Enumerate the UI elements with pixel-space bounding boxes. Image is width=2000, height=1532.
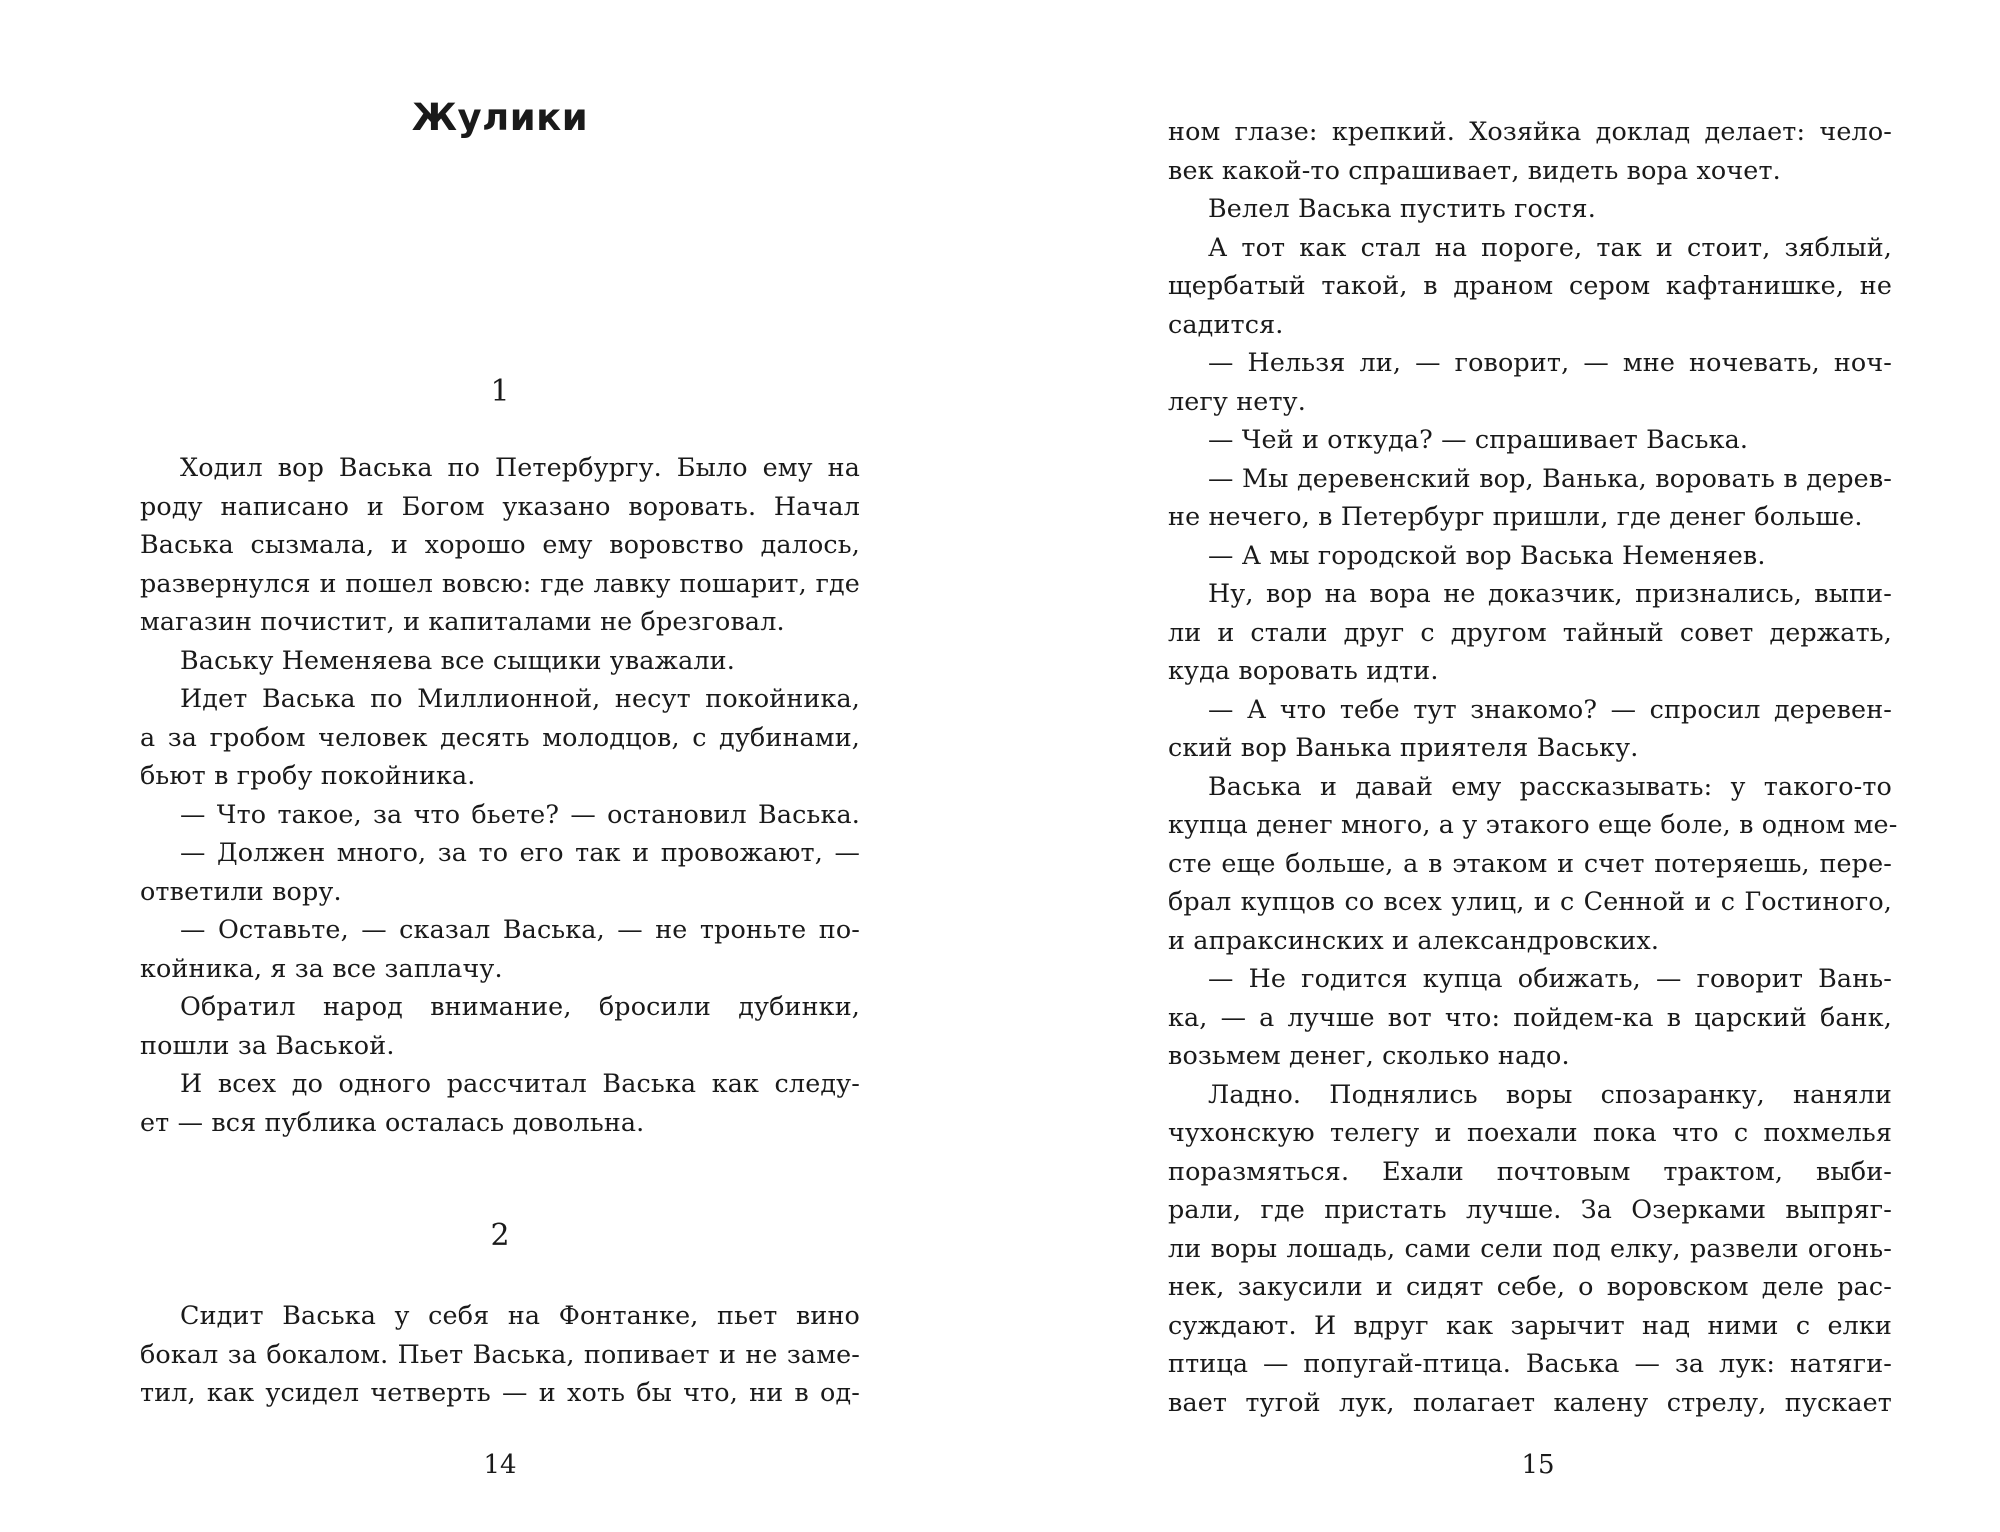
text-line: ли воры лошадь, сами сели под елку, развели огонь-	[1168, 1232, 1892, 1263]
text-line: ном глазе: крепкий. Хозяйка доклад делает: чело-	[1168, 116, 1892, 146]
section-1-text	[140, 448, 860, 1141]
text-line: Ладно. Поднялись воры спозаранку, наняли	[1208, 1078, 1892, 1109]
text-line: ка, — а лучше вот что: пойдем-ка в царский банк,	[1168, 1001, 1892, 1032]
text-line: — Должен много, за то его так и провожают, —	[180, 837, 860, 867]
text-line: пошли за Васькой.	[140, 1029, 395, 1060]
section-number-2: 2	[490, 1218, 510, 1253]
text-line: И всех до одного рассчитал Васька как следу-	[180, 1068, 860, 1098]
text-line: вает тугой лук, полагает калену стрелу, пускает	[1168, 1386, 1892, 1417]
text-line: суждают. И вдруг как зарычит над ними с елки	[1168, 1309, 1892, 1340]
text-line: Ходил вор Васька по Петербургу. Было ему на	[180, 452, 860, 482]
text-line: — Нельзя ли, — говорит, — мне ночевать, ноч-	[1208, 347, 1892, 377]
text-line: ли и стали друг с другом тайный совет держать,	[1168, 616, 1892, 647]
text-line: развернулся и пошел вовсю: где лавку пошарит, где	[140, 567, 860, 598]
text-line: сте еще больше, а в этаком и счет потеряешь, пере-	[1168, 847, 1892, 878]
left-page	[140, 0, 860, 1532]
text-line: — А что тебе тут знакомо? — спросил деревен-	[1208, 693, 1892, 724]
page-number-right: 15	[1521, 1450, 1555, 1480]
text-line: Идет Васька по Миллионной, несут покойника,	[180, 683, 860, 713]
text-line: ответили вору.	[140, 875, 342, 906]
section-number-1: 1	[490, 374, 510, 409]
text-line: — Мы деревенский вор, Ванька, воровать в дерев-	[1208, 462, 1892, 493]
text-line: ский вор Ванька приятеля Ваську.	[1168, 732, 1639, 762]
text-line: птица — попугай-птица. Васька — за лук: натяги-	[1168, 1348, 1892, 1378]
text-line: Ваську Неменяева все сыщики уважали.	[180, 644, 735, 675]
text-line: куда воровать идти.	[1168, 655, 1439, 685]
text-line: — Не годится купца обижать, — говорит Вань-	[1208, 963, 1892, 993]
text-line: чухонскую телегу и поехали пока что с похмелья	[1168, 1117, 1892, 1147]
text-line: — Чей и откуда? — спрашивает Васька.	[1208, 424, 1749, 454]
text-line: рали, где пристать лучше. За Озерками выпряг-	[1168, 1194, 1892, 1224]
text-line: Сидит Васька у себя на Фонтанке, пьет вино	[180, 1300, 860, 1330]
text-line: — Что такое, за что бьете? — остановил Васька.	[180, 798, 860, 829]
right-page	[1168, 0, 1898, 1532]
text-line: Васька сызмала, и хорошо ему воровство далось,	[140, 529, 860, 559]
text-line: легу нету.	[1168, 385, 1306, 416]
text-line: возьмем денег, сколько надо.	[1168, 1040, 1570, 1070]
text-line: садится.	[1168, 308, 1284, 339]
text-line: роду написано и Богом указано воровать. Начал	[140, 490, 860, 521]
text-line: — Оставьте, — сказал Васька, — не троньте по-	[180, 914, 860, 944]
section-2-text	[140, 1296, 860, 1412]
text-line: Велел Васька пустить гостя.	[1208, 193, 1596, 223]
text-line: и апраксинских и александровских.	[1168, 924, 1660, 955]
text-line: — А мы городской вор Васька Неменяев.	[1208, 539, 1766, 570]
text-line: Ну, вор на вора не доказчик, признались, выпи-	[1208, 578, 1892, 608]
text-line: А тот как стал на пороге, так и стоит, зяблый,	[1208, 231, 1892, 262]
page-number-left: 14	[483, 1450, 517, 1480]
text-line: магазин почистит, и капиталами не брезговал.	[140, 606, 785, 636]
text-line: бьют в гробу покойника.	[140, 760, 476, 790]
text-line: койника, я за все заплачу.	[140, 952, 503, 983]
text-line: бокал за бокалом. Пьет Васька, попивает и не заме-	[140, 1338, 860, 1369]
right-page-text	[1168, 112, 1898, 1421]
text-line: щербатый такой, в драном сером кафтанишке, не	[1168, 270, 1892, 300]
text-line: купца денег много, а у этакого еще боле, в одном ме-	[1168, 809, 1898, 839]
text-line: поразмяться. Ехали почтовым трактом, выби-	[1168, 1155, 1892, 1186]
chapter-title: Жулики	[411, 96, 589, 139]
text-line: Васька и давай ему рассказывать: у такого-то	[1208, 770, 1892, 801]
text-line: век какой-то спрашивает, видеть вора хочет.	[1168, 154, 1781, 185]
text-line: Обратил народ внимание, бросили дубинки,	[180, 991, 860, 1021]
text-line: ет — вся публика осталась довольна.	[140, 1106, 645, 1137]
text-line: брал купцов со всех улиц, и с Сенной и с Гостиного,	[1168, 886, 1892, 916]
text-line: нек, закусили и сидят себе, о воровском деле рас-	[1168, 1271, 1892, 1301]
text-line: а за гробом человек десять молодцов, с дубинами,	[140, 721, 860, 752]
text-line: не нечего, в Петербург пришли, где денег больше.	[1168, 501, 1863, 531]
text-line: тил, как усидел четверть — и хоть бы что, ни в од-	[140, 1377, 860, 1407]
